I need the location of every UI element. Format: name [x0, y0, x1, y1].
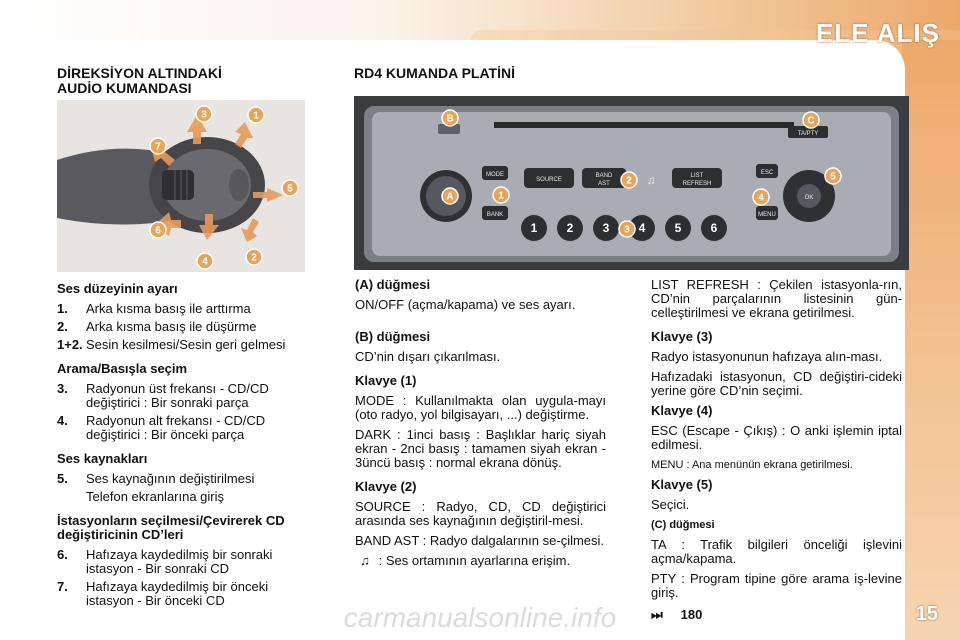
- list-item: [57, 338, 312, 352]
- button-esc: ESC: [760, 170, 774, 176]
- paragraph: LIST REFRESH : Çekilen istasyonla-rın, CD’nin parçalarının listesinin gün-celleştirilmesi ve ekrana getirilmesi.: [651, 277, 902, 320]
- stalk-callout-label: 6: [155, 225, 161, 237]
- button-mode: MODE: [486, 172, 504, 178]
- stalk-callout-label: 5: [287, 183, 293, 195]
- paragraph: DARK : 1inci basış : Başlıklar hariç siyah ekran - 2nci basış : tamamen siyah ekran - 3üncü basış : normal ekrana dönüş.: [355, 427, 606, 470]
- list-item: [57, 382, 312, 410]
- item-text: Radyonun üst frekansı - CD/CD değiştirici : Bir sonraki parça: [86, 381, 269, 410]
- preset-button: 4: [638, 221, 646, 235]
- stalk-callout-label: 7: [155, 141, 161, 153]
- stalk-callout-label: 4: [202, 256, 208, 268]
- preset-button: 5: [674, 221, 682, 235]
- note-text: : Ses ortamının ayarlarına erişim.: [378, 553, 571, 568]
- paragraph: Seçici.: [651, 497, 690, 512]
- item-text: Sesin kesilmesi/Sesin geri gelmesi: [86, 337, 286, 352]
- radio-callout-label: 2: [626, 175, 632, 187]
- paragraph: CD’nin dışarı çıkarılması.: [355, 349, 501, 364]
- button-list: LIST: [690, 173, 704, 179]
- button-source: SOURCE: [536, 177, 562, 183]
- paragraph: PTY : Program tipine göre arama iş-levine giriş.: [651, 571, 902, 600]
- radio-callout-label: A: [446, 191, 454, 203]
- list-item: [57, 414, 312, 442]
- section-title: Klavye (3): [651, 329, 713, 344]
- section-title: (A) düğmesi: [355, 277, 431, 292]
- item-number: 1.: [57, 301, 68, 316]
- side-strip: [902, 40, 960, 640]
- radio-panel-photo: [354, 96, 909, 270]
- radio-callout-label: 4: [758, 192, 764, 204]
- list-item: [57, 490, 312, 504]
- button-band: BAND: [595, 173, 613, 179]
- radio-callout-label: 3: [624, 224, 630, 236]
- paragraph: MENU : Ana menünün ekrana getirilmesi.: [651, 459, 853, 471]
- list-item: [57, 302, 312, 316]
- reference-page: 180: [680, 607, 703, 622]
- section-title: Klavye (4): [651, 403, 713, 418]
- section-title: Klavye (2): [355, 479, 417, 494]
- button-ta-pty: TA/PTY: [797, 131, 819, 137]
- item-number: 7.: [57, 579, 68, 594]
- button-ok: OK: [804, 195, 814, 201]
- preset-button: 2: [566, 221, 574, 235]
- stalk-photo: [57, 100, 305, 272]
- paragraph: Radyo istasyonunun hafızaya alın-ması.: [651, 349, 883, 364]
- section-title: Ses düzeyinin ayarı: [57, 281, 178, 296]
- section-title: Klavye (5): [651, 477, 713, 492]
- stalk-callout-label: 1: [253, 110, 259, 122]
- item-number: 5.: [57, 471, 68, 486]
- page-number: 15: [915, 603, 938, 625]
- section-title: (C) düğmesi: [651, 519, 715, 531]
- button-menu: MENU: [758, 212, 776, 218]
- button-bank: BANK: [486, 212, 504, 218]
- preset-button: 1: [530, 221, 538, 235]
- item-number: 6.: [57, 547, 68, 562]
- right-heading: RD4 KUMANDA PLATİNİ: [354, 65, 515, 81]
- paragraph: Hafızadaki istasyonun, CD değiştiri-cideki yerine göre CD’nin seçimi.: [651, 369, 902, 398]
- item-number: [57, 490, 86, 504]
- item-text: Ses kaynağının değiştirilmesi: [86, 471, 255, 486]
- paragraph: MODE : Kullanılmakta olan uygula-mayı (oto radyo, yol bilgisayarı, ...) değiştirme.: [355, 393, 606, 422]
- section-title: (B) düğmesi: [355, 329, 431, 344]
- item-number: 3.: [57, 381, 68, 396]
- radio-callout-label: 5: [830, 171, 836, 183]
- paragraph: BAND AST : Radyo dalgalarının se-çilmesi.: [355, 533, 605, 548]
- item-text: Telefon ekranlarına giriş: [86, 489, 225, 504]
- list-item: [57, 320, 312, 334]
- item-number: 1+2.: [57, 337, 83, 352]
- column-left: [57, 282, 312, 612]
- stalk-callout-label: 2: [251, 252, 257, 264]
- item-text: Hafızaya kaydedilmiş bir önceki istasyon - Bir önceki CD: [86, 579, 269, 608]
- left-heading: DİREKSİYON ALTINDAKİ AUDİO KUMANDASI: [57, 65, 222, 96]
- preset-button: 6: [710, 221, 718, 235]
- note-line: [355, 554, 606, 568]
- radio-callout-label: 1: [498, 190, 504, 202]
- item-text: Arka kısma basış ile arttırma: [86, 301, 251, 316]
- section-title: Ses kaynakları: [57, 451, 148, 466]
- paragraph: TA : Trafik bilgileri önceliği işlevini açma/kapama.: [651, 537, 902, 566]
- radio-callout-label: B: [446, 113, 454, 125]
- section-title: İstasyonların seçilmesi/Çevirerek CD değiştiricinin CD’leri: [57, 513, 285, 542]
- button-refresh: REFRESH: [682, 181, 712, 187]
- preset-button: 3: [602, 221, 610, 235]
- item-number: 4.: [57, 413, 68, 428]
- button-ast: AST: [598, 181, 610, 187]
- column-right: [651, 278, 902, 628]
- section-title: Klavye (1): [355, 373, 417, 388]
- paragraph: ON/OFF (açma/kapama) ve ses ayarı.: [355, 297, 576, 312]
- stalk-callout-label: 3: [201, 109, 207, 121]
- item-text: Hafızaya kaydedilmiş bir sonraki istasyon - Bir sonraki CD: [86, 547, 273, 576]
- page-title: ELE ALIŞ: [815, 18, 940, 48]
- column-middle: [355, 278, 606, 574]
- music-note-icon: ♫: [646, 173, 656, 187]
- item-text: Arka kısma basış ile düşürme: [86, 319, 257, 334]
- section-title: Arama/Basışla seçim: [57, 361, 188, 376]
- paragraph: SOURCE : Radyo, CD, CD değiştirici arasında ses kaynağının değiştiril-mesi.: [355, 499, 606, 528]
- watermark: carmanualsonline.info: [343, 602, 617, 633]
- skip-forward-icon: ⏭: [651, 607, 663, 622]
- radio-callout-label: C: [807, 115, 815, 127]
- item-text: Radyonun alt frekansı - CD/CD değiştirici : Bir önceki parça: [86, 413, 266, 442]
- list-item: [57, 548, 312, 576]
- item-number: 2.: [57, 319, 68, 334]
- paragraph: ESC (Escape - Çıkış) : O anki işlemin iptal edilmesi.: [651, 423, 902, 452]
- list-item: [57, 472, 312, 486]
- music-note-icon: ♫: [360, 553, 370, 568]
